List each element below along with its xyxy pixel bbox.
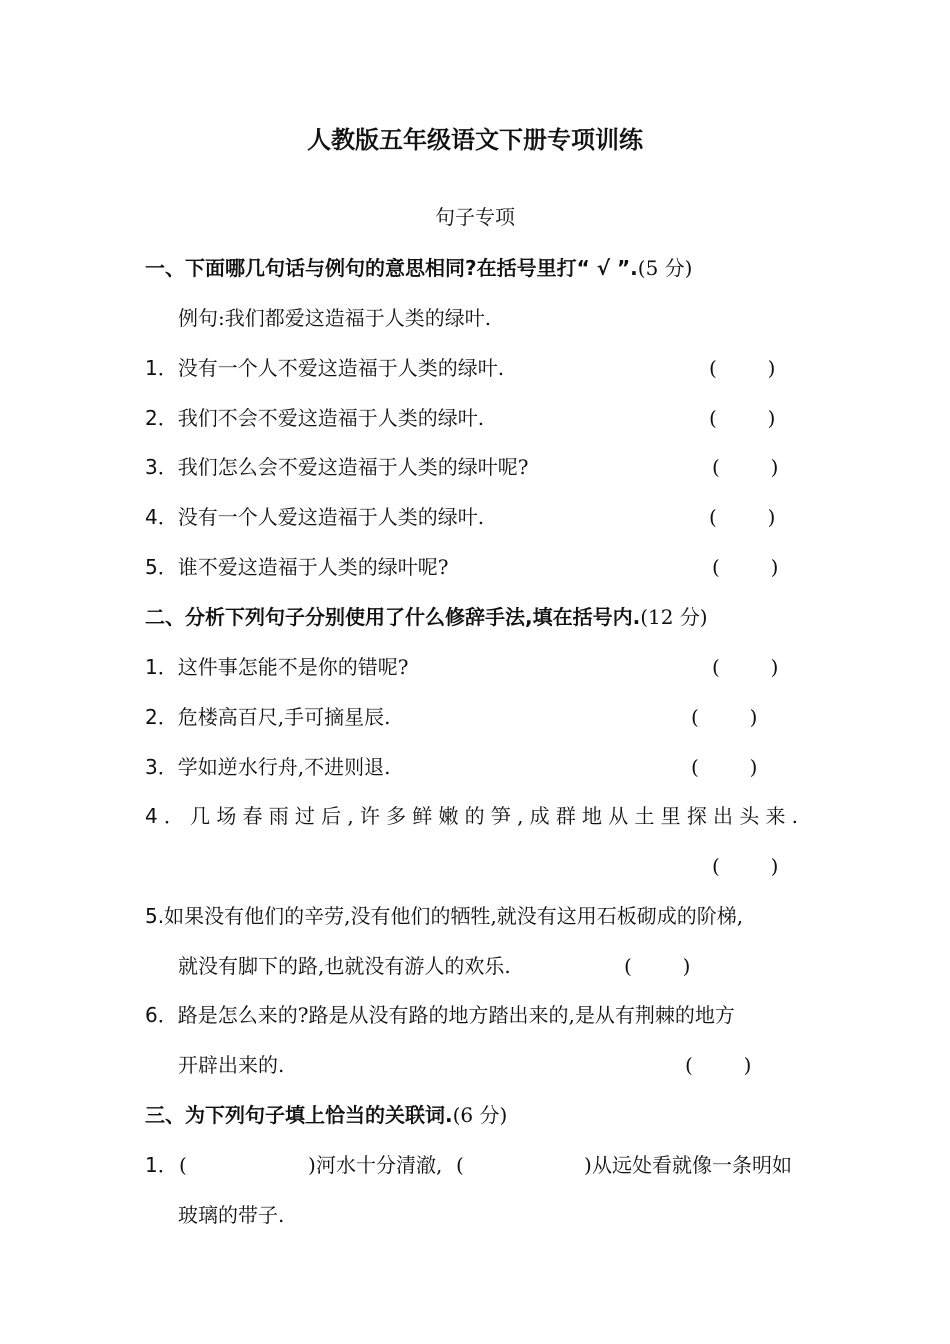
answer-blank[interactable]: ( ) bbox=[712, 854, 779, 878]
item-number: 4． bbox=[145, 804, 191, 828]
item-text-after: 从远处看就像一条明如 bbox=[592, 1153, 792, 1177]
question-item bbox=[145, 354, 504, 382]
item-number: 3． bbox=[145, 755, 178, 779]
item-number: 3． bbox=[145, 455, 178, 479]
answer-blank[interactable]: ( ) bbox=[691, 705, 758, 729]
question-item bbox=[145, 753, 390, 781]
item-text: 几场春雨过后,许多鲜嫩的笋,成群地从土里探出头来. bbox=[190, 804, 805, 828]
question-item bbox=[145, 902, 743, 930]
item-number: 2． bbox=[145, 705, 178, 729]
section-heading-2 bbox=[145, 603, 708, 631]
question-item bbox=[145, 453, 528, 481]
heading-points: (6 分) bbox=[452, 1103, 508, 1127]
question-item bbox=[145, 703, 390, 731]
answer-blank[interactable]: ( ) bbox=[712, 655, 779, 679]
section-heading-3 bbox=[145, 1101, 507, 1129]
item-text: 如果没有他们的辛劳,没有他们的牺牲,就没有这用石板砌成的阶梯, bbox=[164, 904, 744, 928]
item-text: 危楼高百尺,手可摘星辰. bbox=[177, 705, 391, 729]
question-item bbox=[145, 553, 448, 581]
item-number: 4． bbox=[145, 505, 178, 529]
answer-blank[interactable]: ( ) bbox=[709, 356, 776, 380]
item-text-continued: 就没有脚下的路,也就没有游人的欢乐. bbox=[178, 954, 511, 978]
answer-blank[interactable]: ( ) bbox=[712, 455, 779, 479]
item-text: 学如逆水行舟,不进则退. bbox=[177, 755, 391, 779]
item-text: 这件事怎能不是你的错呢? bbox=[177, 655, 409, 679]
blank-close-paren: ) bbox=[308, 1153, 316, 1177]
answer-blank[interactable]: ( ) bbox=[712, 555, 779, 579]
item-number: 1． bbox=[145, 655, 178, 679]
item-number: 5． bbox=[145, 555, 178, 579]
item-text-continued: 玻璃的带子. bbox=[178, 1203, 285, 1227]
item-number: 5. bbox=[145, 904, 165, 928]
heading-points: (5 分) bbox=[637, 256, 693, 280]
question-item bbox=[145, 503, 484, 531]
heading-text: 二、分析下列句子分别使用了什么修辞手法,填在括号内. bbox=[145, 605, 641, 629]
answer-blank[interactable]: ( ) bbox=[685, 1053, 752, 1077]
answer-blank[interactable]: ( ) bbox=[709, 505, 776, 529]
item-number: 1． bbox=[145, 1153, 178, 1177]
example-sentence: 例句:我们都爱这造福于人类的绿叶. bbox=[178, 306, 492, 330]
question-item bbox=[145, 1001, 735, 1029]
heading-text: 一、下面哪几句话与例句的意思相同?在括号里打“ √ ”. bbox=[145, 256, 638, 280]
question-item bbox=[145, 1151, 178, 1179]
question-item bbox=[145, 653, 408, 681]
answer-blank[interactable]: ( ) bbox=[709, 406, 776, 430]
item-text: 没有一个人不爱这造福于人类的绿叶. bbox=[177, 356, 505, 380]
item-text-continued: 开辟出来的. bbox=[178, 1053, 285, 1077]
item-text: 谁不爱这造福于人类的绿叶呢? bbox=[177, 555, 449, 579]
page-title: 人教版五年级语文下册专项训练 bbox=[307, 126, 643, 154]
blank-open-paren[interactable]: ( bbox=[179, 1153, 187, 1177]
item-number: 1． bbox=[145, 356, 178, 380]
question-item bbox=[145, 802, 804, 830]
heading-points: (12 分) bbox=[640, 605, 708, 629]
item-text: 路是怎么来的?路是从没有路的地方踏出来的,是从有荆棘的地方 bbox=[177, 1003, 735, 1027]
item-text: 我们怎么会不爱这造福于人类的绿叶呢? bbox=[177, 455, 529, 479]
heading-text: 三、为下列句子填上恰当的关联词. bbox=[145, 1103, 453, 1127]
item-text: 没有一个人爱这造福于人类的绿叶. bbox=[177, 505, 485, 529]
section-heading-1 bbox=[145, 254, 692, 282]
item-text: 河水十分清澈, bbox=[316, 1153, 443, 1177]
answer-blank[interactable]: ( ) bbox=[624, 954, 691, 978]
item-text: 我们不会不爱这造福于人类的绿叶. bbox=[177, 406, 485, 430]
item-number: 6． bbox=[145, 1003, 178, 1027]
item-number: 2． bbox=[145, 406, 178, 430]
question-item bbox=[145, 404, 484, 432]
blank-close-paren: ) bbox=[584, 1153, 592, 1177]
answer-blank[interactable]: ( ) bbox=[691, 755, 758, 779]
blank-open-paren[interactable]: ( bbox=[456, 1153, 464, 1177]
section-subtitle: 句子专项 bbox=[435, 205, 515, 229]
